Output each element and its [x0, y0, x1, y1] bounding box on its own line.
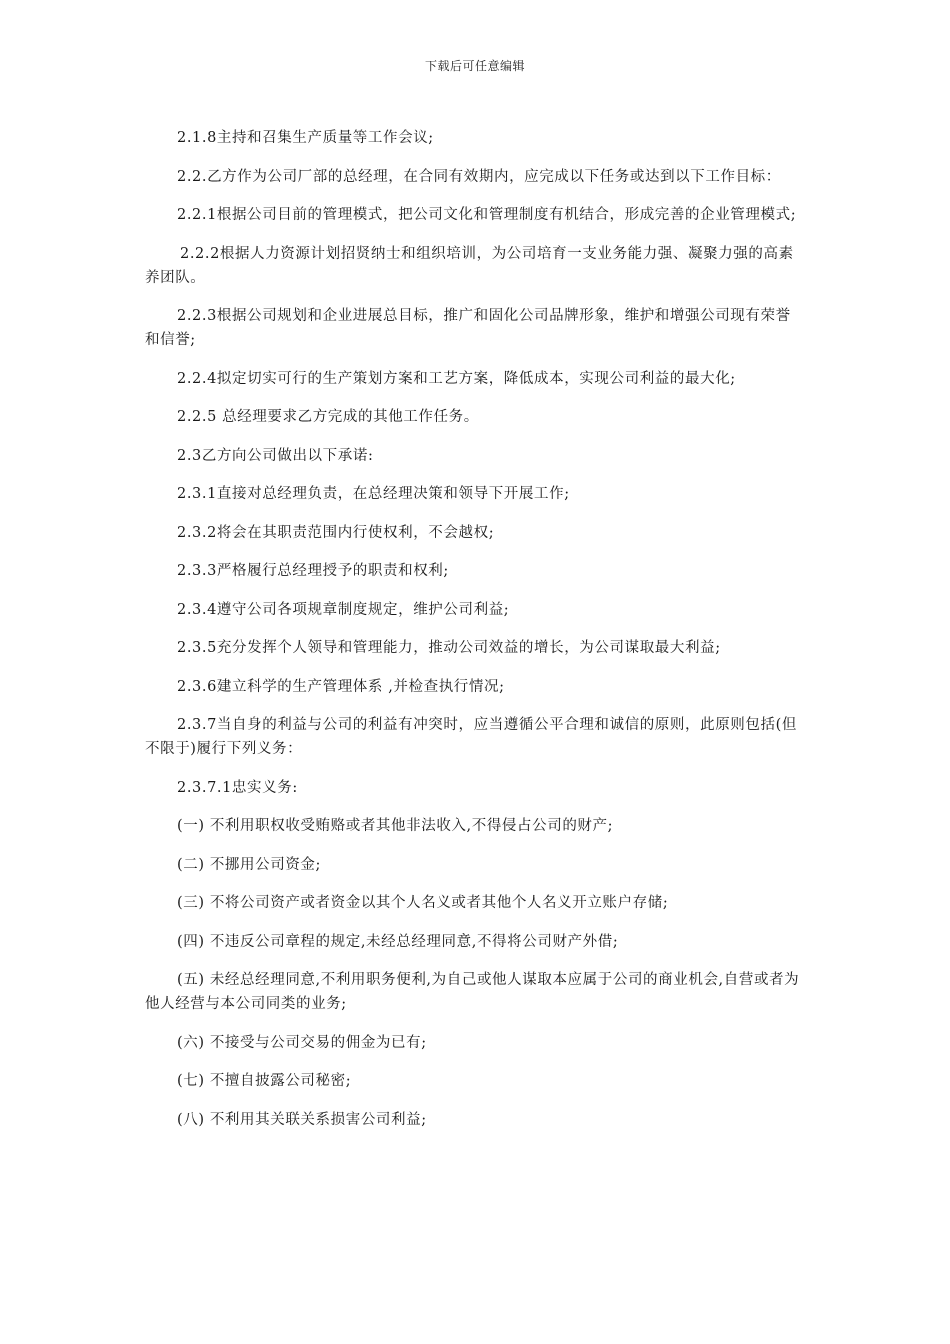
clause-2-1-8: 2.1.8主持和召集生产质量等工作会议; [177, 130, 434, 146]
clause-2-3-7: 2.3.7当自身的利益与公司的利益有冲突时，应当遵循公平合理和诚信的原则，此原则包括(但不限于)履行下列义务： [145, 717, 797, 757]
clause-2-3-7-1: 2.3.7.1忠实义务: [177, 779, 298, 796]
duty-item-6: (六) 不接受与公司交易的佣金为已有; [177, 1034, 427, 1051]
clause-2-2-3: 2.2.3根据公司规划和企业进展总目标，推广和固化公司品牌形象，维护和增强公司现有荣誉和信誉; [145, 308, 791, 348]
clause-2-2-4: 2.2.4拟定切实可行的生产策划方案和工艺方案，降低成本，实现公司利益的最大化; [177, 370, 736, 387]
clause-2-3-5: 2.3.5充分发挥个人领导和管理能力，推动公司效益的增长，为公司谋取最大利益; [177, 640, 721, 656]
clause-2-2-5: 2.2.5 总经理要求乙方完成的其他工作任务。 [177, 409, 479, 425]
page-header: 下载后可任意编辑 [424, 59, 525, 73]
duty-item-7: (七) 不擅自披露公司秘密; [177, 1073, 352, 1089]
clause-2-3-2: 2.3.2将会在其职责范围内行使权利，不会越权; [177, 524, 495, 541]
duty-item-4: (四) 不违反公司章程的规定,未经总经理同意,不得将公司财产外借; [177, 933, 619, 950]
duty-item-3: (三) 不将公司资产或者资金以其个人名义或者其他个人名义开立账户存储; [177, 895, 669, 911]
duty-item-8: (八) 不利用其关联关系损害公司利益; [177, 1111, 427, 1128]
duty-item-5: (五) 未经总经理同意,不利用职务便利,为自己或他人谋取本应属于公司的商业机会,自营或者为他人经营与本公司同类的业务; [145, 972, 800, 1012]
duty-item-1: (一) 不利用职权收受贿赂或者其他非法收入,不得侵占公司的财产; [177, 818, 614, 834]
clause-2-2-2: 2.2.2根据人力资源计划招贤纳士和组织培训，为公司培育一支业务能力强、凝聚力强的高素养团队。 [145, 245, 794, 286]
clause-2-2: 2.2.乙方作为公司厂部的总经理，在合同有效期内，应完成以下任务或达到以下工作目标： [177, 168, 781, 185]
clause-2-3-1: 2.3.1直接对总经理负责，在总经理决策和领导下开展工作; [177, 486, 570, 502]
clause-2-3-3: 2.3.3严格履行总经理授予的职责和权利; [177, 563, 449, 579]
clause-2-3: 2.3乙方向公司做出以下承诺: [177, 447, 374, 464]
clause-2-3-6: 2.3.6建立科学的生产管理体系 ,并检查执行情况; [177, 678, 505, 695]
document-body [145, 126, 805, 1146]
clause-2-2-1: 2.2.1根据公司目前的管理模式，把公司文化和管理制度有机结合，形成完善的企业管理模式; [177, 207, 797, 223]
duty-item-2: (二) 不挪用公司资金; [177, 856, 322, 873]
clause-2-3-4: 2.3.4遵守公司各项规章制度规定，维护公司利益; [177, 601, 510, 618]
